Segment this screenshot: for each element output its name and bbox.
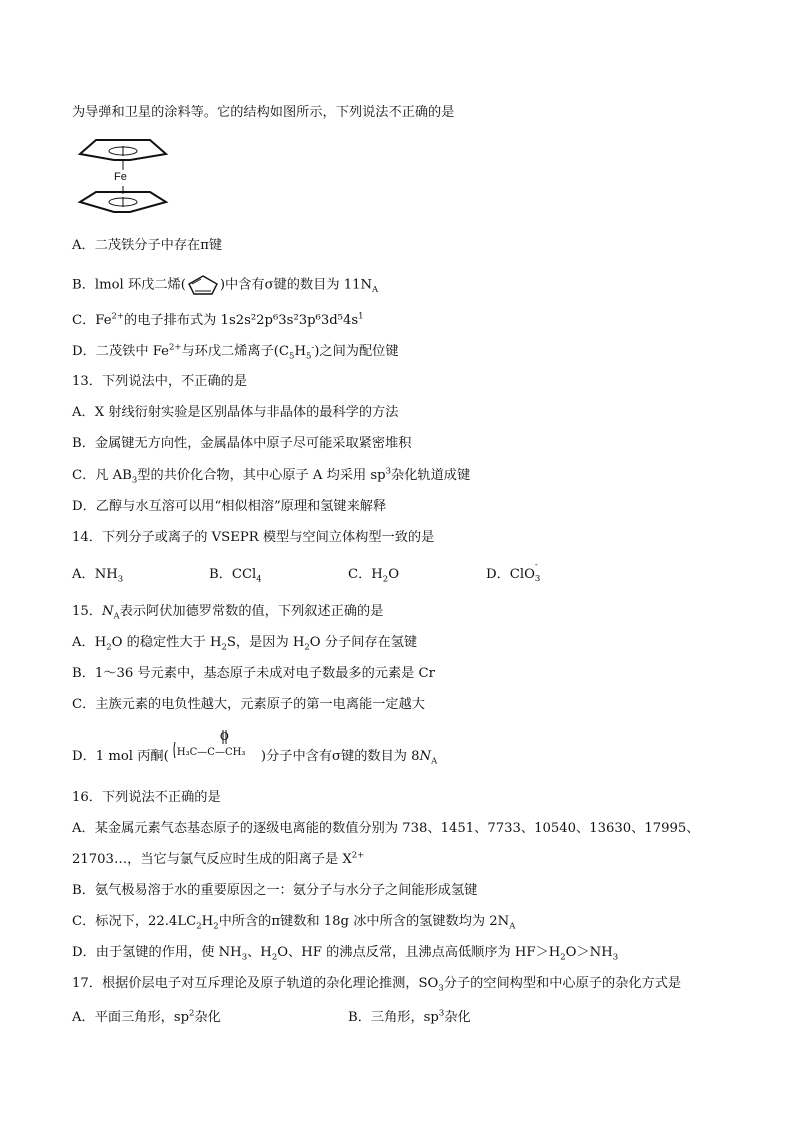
- q16-c-post: 中所含的π键数和 18g 冰中所含的氢键数均为 2N: [218, 914, 510, 929]
- q12-option-d: [72, 343, 399, 361]
- q16-c-h: H: [201, 914, 214, 929]
- q14-option-b: [209, 566, 262, 584]
- q15-num: 15．: [72, 604, 102, 619]
- q15-stem-post: 表示阿伏加德罗常数的值，下列叙述正确的是: [119, 604, 384, 619]
- q14-c-sub: 2: [382, 574, 389, 585]
- ferrocene-structure: [72, 132, 172, 220]
- q15-a-mid2: S，是因为 H: [226, 635, 305, 650]
- q15-a-mid: O 的稳定性大于 H: [111, 635, 222, 650]
- q17-a-pre: A．平面三角形，sp: [72, 1010, 190, 1025]
- q15-a-sub: 2: [106, 642, 112, 653]
- q16-d-pre: D．由于氢键的作用，使 NH: [72, 945, 242, 960]
- q12-b-post: )中含有σ键的数目为 11N: [219, 277, 373, 293]
- q15-option-c: C．主族元素的电负性越大，元素原子的第一电离能一定越大: [72, 697, 425, 712]
- q17-stem-post: 分子的空间构型和中心原子的杂化方式是: [443, 976, 682, 991]
- fe-label: Fe: [114, 171, 127, 183]
- q12-d-h: H: [294, 344, 306, 359]
- acetone-structure: [173, 730, 261, 760]
- acetone-formula: H₃C—C—CH₃: [176, 747, 246, 758]
- q13-c-pre: C．凡 AB: [72, 468, 132, 483]
- q17-b-post: 杂化: [444, 1010, 471, 1025]
- q16-d-sub3: 2: [560, 952, 566, 963]
- q15-d-sub: A: [431, 756, 438, 767]
- q15-d-pre: D．1 mol 丙酮(: [72, 749, 169, 764]
- q14-d-pre: D．ClO: [486, 567, 535, 582]
- q12-b-sub: A: [372, 285, 379, 296]
- q12-b-pre: B．lmol 环戊二烯(: [72, 277, 186, 293]
- q15-n-sub: A: [113, 611, 120, 622]
- q16-option-b: B．氨气极易溶于水的重要原因之一：氨分子与水分子之间能形成氢键: [72, 883, 478, 898]
- q12-d-sub2: 5: [305, 351, 312, 362]
- q16-d-sub4: 3: [612, 952, 619, 963]
- q15-a-sub2: 2: [221, 642, 227, 653]
- q12-c-sup2: 1: [358, 311, 364, 322]
- q16-d-m3: O＞NH: [565, 945, 613, 960]
- q12-d-mid: 与环戊二烯离子(C: [181, 344, 290, 359]
- acetone-o: O: [219, 730, 229, 743]
- q13-option-d: D．乙醇与水互溶可以用“相似相溶”原理和氢键来解释: [72, 499, 387, 514]
- q12-d-sup2: -: [311, 342, 315, 353]
- q16-stem: 16．下列说法不正确的是: [72, 790, 221, 805]
- q14-option-c: [348, 566, 399, 584]
- q14-a-pre: A．NH: [72, 567, 118, 582]
- q17-stem-pre: 17．根据价层电子对互斥理论及原子轨道的杂化理论推测，SO: [72, 976, 439, 991]
- q15-option-a: [72, 634, 417, 652]
- q13-option-b: B．金属键无方向性，金属晶体中原子尽可能采取紧密堆积: [72, 436, 412, 451]
- q12-c-rest: 2s²2p⁶3s²3p⁶3d⁵4s: [235, 313, 359, 328]
- q16-c-sub3: A: [509, 921, 516, 932]
- q13-c-post: 型的共价化合物，其中心原子 A 均采用 sp: [137, 468, 386, 483]
- q13-c-end: 杂化轨道成键: [391, 468, 471, 483]
- q15-a-pre: A．H: [72, 635, 107, 650]
- q14-c-post: O: [388, 567, 400, 582]
- q17-b-pre: B．三角形，sp: [348, 1010, 439, 1025]
- q16-d-m1: 、H: [247, 945, 272, 960]
- q17-option-b: [348, 1009, 471, 1027]
- q16-option-a-line1: A．某金属元素气态基态原子的逐级电离能的数值分别为 738、1451、7733、10540、13630、17995、: [72, 821, 700, 836]
- q16-a2-pre: 21703…，当它与氯气反应时生成的阳离子是 X: [72, 852, 352, 867]
- q17-option-a: [72, 1009, 221, 1027]
- q17-stem: [72, 975, 681, 993]
- q14-option-d: D．ClO - 3: [486, 560, 541, 584]
- q12-option-b: [72, 274, 378, 296]
- q15-a-post: O 分子间存在氢键: [309, 635, 418, 650]
- intro-text: 为导弹和卫星的涂料等。它的结构如图所示，下列说法不正确的是: [72, 105, 455, 120]
- cyclopentadiene-structure: [186, 274, 220, 296]
- q14-a-sub: 3: [117, 574, 124, 585]
- q12-d-sup: 2+: [168, 342, 182, 353]
- q13-c-sub: 3: [131, 475, 138, 486]
- q14-stem: 14．下列分子或离子的 VSEPR 模型与空间立体构型一致的是: [72, 530, 435, 545]
- q15-n: N: [101, 604, 114, 619]
- q12-option-c: [72, 312, 364, 330]
- q15-d-post: )分子中含有σ键的数目为 8: [260, 749, 420, 764]
- q13-stem: 13．下列说法中，不正确的是: [72, 374, 248, 389]
- q15-stem: [72, 603, 383, 621]
- q16-a2-sup: 2+: [351, 850, 365, 861]
- q16-c-pre: C．标况下，22.4LC: [72, 914, 197, 929]
- q16-option-a-line2: [72, 851, 364, 869]
- q17-stem-sub: 3: [438, 983, 444, 994]
- q15-a-sub3: 2: [304, 642, 310, 653]
- q16-d-m2: O、HF 的沸点反常，且沸点高低顺序为 HF＞H: [277, 945, 561, 960]
- q14-c-pre: C．H: [348, 567, 383, 582]
- q13-option-a: A．X 射线衍射实验是区别晶体与非晶体的最科学的方法: [72, 405, 399, 420]
- q14-b-pre: B．CCl: [209, 567, 257, 582]
- q12-c-sup: 2+: [111, 311, 125, 322]
- q15-d-n: N: [419, 749, 432, 764]
- q12-c-pre: C．Fe: [72, 313, 112, 328]
- q16-d-sub2: 2: [271, 952, 278, 963]
- q17-b-sup: 3: [438, 1008, 445, 1019]
- q12-d-pre: D．二茂铁中 Fe: [72, 344, 169, 359]
- q16-option-c: [72, 913, 515, 931]
- q12-option-a: A．二茂铁分子中存在π键: [72, 238, 223, 253]
- q16-option-d: [72, 944, 618, 962]
- q16-c-sub2: 2: [213, 921, 219, 932]
- q17-a-sup: 2: [189, 1008, 195, 1019]
- q14-b-sub: 4: [256, 574, 262, 585]
- q12-d-sub1: 5: [289, 351, 295, 362]
- q15-option-d: [72, 730, 438, 767]
- q16-d-sub1: 3: [241, 952, 248, 963]
- q13-c-sup: 3: [385, 466, 392, 477]
- q17-a-post: 杂化: [194, 1010, 221, 1025]
- q12-c-mid: 的电子排布式为 1s: [124, 313, 236, 328]
- q12-d-post: )之间为配位键: [314, 344, 399, 359]
- q15-option-b: B．1～36 号元素中，基态原子未成对电子数最多的元素是 Cr: [72, 666, 435, 681]
- q13-option-c: [72, 467, 470, 485]
- q14-option-a: [72, 566, 123, 584]
- q16-c-sub1: 2: [196, 921, 202, 932]
